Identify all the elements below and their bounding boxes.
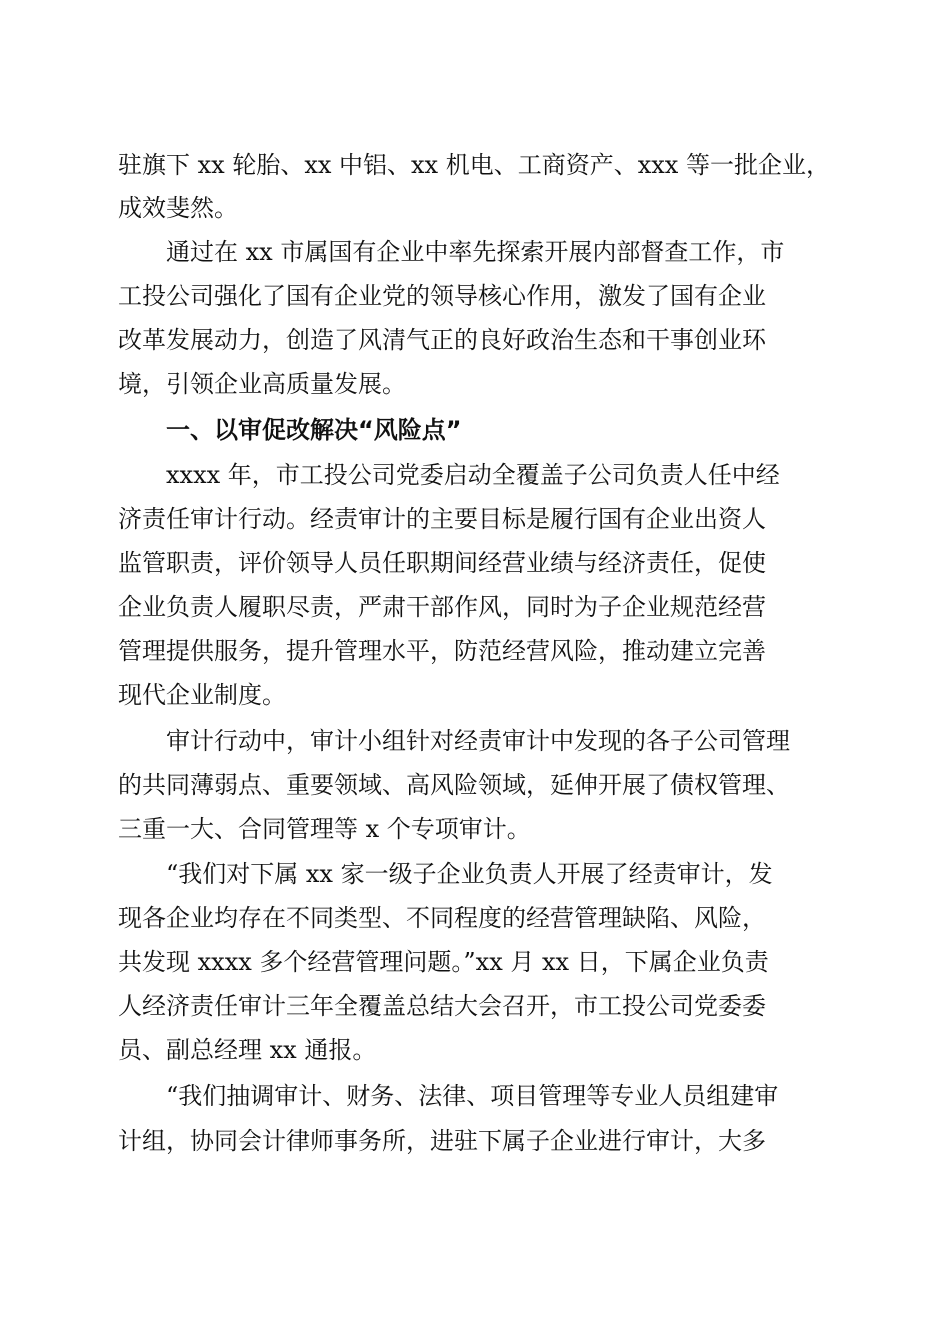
paragraph-line: 工投公司强化了国有企业党的领导核心作用，激发了国有企业 bbox=[118, 282, 766, 310]
paragraph-line: 现各企业均存在不同类型、不同程度的经营管理缺陷、风险， bbox=[118, 904, 766, 932]
paragraph-line: 现代企业制度。 bbox=[118, 681, 286, 709]
paragraph-line: 三重一大、合同管理等 x 个专项审计。 bbox=[118, 815, 531, 843]
paragraph-line: 通过在 xx 市属国有企业中率先探索开展内部督查工作，市 bbox=[118, 238, 785, 266]
paragraph-line: 管理提供服务，提升管理水平，防范经营风险，推动建立完善 bbox=[118, 637, 766, 665]
paragraph-line: 的共同薄弱点、重要领域、高风险领域，延伸开展了债权管理、 bbox=[118, 771, 790, 799]
section-heading: 一、以审促改解决“风险点” bbox=[118, 416, 462, 444]
paragraph-line: 成效斐然。 bbox=[118, 194, 238, 222]
paragraph-line: 审计行动中，审计小组针对经责审计中发现的各子公司管理 bbox=[118, 727, 790, 755]
paragraph-line: 员、副总经理 xx 通报。 bbox=[118, 1036, 377, 1064]
paragraph-line: 企业负责人履职尽责，严肃干部作风，同时为子企业规范经营 bbox=[118, 593, 766, 621]
paragraph-line: 计组，协同会计律师事务所，进驻下属子企业进行审计，大多 bbox=[118, 1127, 766, 1155]
paragraph-line: “我们对下属 xx 家一级子企业负责人开展了经责审计，发 bbox=[118, 860, 773, 888]
paragraph-line: 共发现 xxxx 多个经营管理问题。”xx 月 xx 日，下属企业负责 bbox=[118, 948, 769, 976]
paragraph-line: 境，引领企业高质量发展。 bbox=[118, 370, 406, 398]
paragraph-line: “我们抽调审计、财务、法律、项目管理等专业人员组建审 bbox=[118, 1082, 779, 1110]
paragraph-line: 改革发展动力，创造了风清气正的良好政治生态和干事创业环 bbox=[118, 326, 766, 354]
paragraph-line: xxxx 年，市工投公司党委启动全覆盖子公司负责人任中经 bbox=[118, 461, 780, 489]
paragraph-line: 人经济责任审计三年全覆盖总结大会召开，市工投公司党委委 bbox=[118, 992, 766, 1020]
paragraph-line: 驻旗下 xx 轮胎、xx 中铝、xx 机电、工商资产、xxx 等一批企业， bbox=[118, 151, 830, 179]
paragraph-line: 济责任审计行动。经责审计的主要目标是履行国有企业出资人 bbox=[118, 505, 766, 533]
paragraph-line: 监管职责，评价领导人员任职期间经营业绩与经济责任，促使 bbox=[118, 549, 766, 577]
